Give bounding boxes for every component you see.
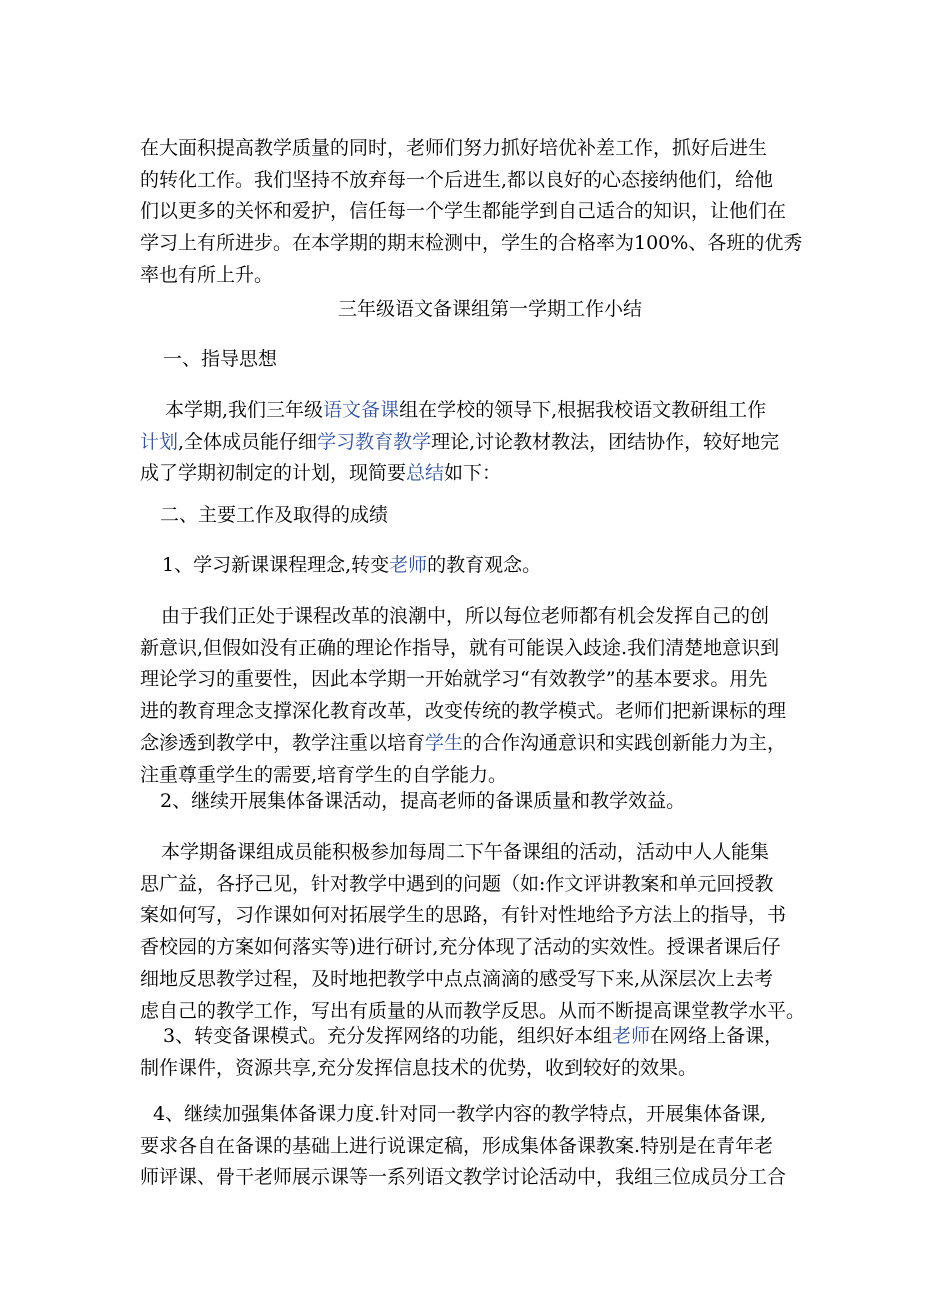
text-line: 虑自己的教学工作，写出有质量的从而教学反思。从而不断提高课堂教学水平。	[140, 999, 806, 1022]
heading-main-work	[160, 500, 860, 532]
link-summary[interactable]: 总结	[406, 462, 445, 485]
text-span: 3、转变备课模式。充分发挥网络的功能，组织好本组	[163, 1025, 613, 1047]
text-line: 2、继续开展集体备课活动，提高老师的备课质量和教学效益。	[160, 790, 686, 812]
text-line: 制作课件，资源共享,充分发挥信息技术的优势，收到较好的效果。	[140, 1056, 698, 1079]
link-plan[interactable]: 计划	[140, 430, 179, 453]
item-1-heading	[162, 550, 862, 582]
text-line: 由于我们正处于课程改革的浪潮中，所以每位老师都有机会发挥自己的创	[161, 605, 770, 627]
text-span: 的合作沟通意识和实践创新能力为主，	[463, 731, 787, 754]
text-line: 注重尊重学生的需要,培育学生的自学能力。	[140, 763, 508, 786]
text-line: 香校园的方案如何落实等)进行研讨,充分体现了活动的实效性。授课者课后仔	[140, 936, 781, 959]
text-line: 在大面积提高教学质量的同时，老师们努力抓好培优补差工作，抓好后进生	[140, 137, 768, 159]
text-span: ,全体成员能仔细	[178, 430, 318, 453]
text-span: 组在学校的领导下,根据我校语文教研组工作	[399, 399, 767, 421]
text-line: 们以更多的关怀和爱护，信任每一个学生都能学到自己适合的知识，让他们在	[140, 200, 787, 223]
text-line: 的转化工作。我们坚持不放弃每一个后进生,都以良好的心态接纳他们，给他	[140, 168, 774, 191]
text-line	[140, 395, 840, 427]
paragraph-curriculum-reform	[140, 601, 840, 791]
text-span: 在网络上备课，	[650, 1025, 784, 1047]
text-line: 思广益，各抒己见，针对教学中遇到的问题（如:作文评讲教案和单元回授教	[140, 872, 774, 895]
heading-text: 一、指导思想	[163, 348, 278, 370]
text-line	[140, 427, 840, 459]
text-line: 要求各自在备课的基础上进行说课定稿，形成集体备课教案.特别是在青年老	[140, 1134, 774, 1157]
text-line: 率也有所上升。	[140, 263, 274, 286]
item-4-paragraph	[140, 1099, 840, 1194]
text-line: 师评课、骨干老师展示课等一系列语文教学讨论活动中，我组三位成员分工合	[140, 1166, 787, 1189]
text-line: 学习上有所进步。在本学期的期末检测中，学生的合格率为100%、各班的优秀	[140, 232, 803, 255]
text-span: 的教育观念。	[427, 554, 542, 576]
heading-text: 二、主要工作及取得的成绩	[160, 504, 389, 526]
text-line: 细地反思教学过程，及时地把教学中点点滴滴的感受写下来,从深层次上去考	[140, 967, 774, 990]
heading-guiding-ideology	[163, 344, 863, 376]
link-student[interactable]: 学生	[425, 731, 464, 754]
text-span: 1、学习新课课程理念,转变	[162, 554, 390, 576]
text-line	[162, 550, 862, 582]
text-line: 4、继续加强集体备课力度.针对同一教学内容的教学特点，开展集体备课,	[153, 1103, 767, 1125]
text-line: 新意识,但假如没有正确的理论作指导，就有可能误入歧途.我们清楚地意识到	[140, 636, 780, 659]
link-teacher-2[interactable]: 老师	[612, 1025, 651, 1047]
text-line	[140, 458, 840, 490]
text-span: 如下：	[444, 462, 502, 485]
paragraph-collective-prep	[140, 837, 840, 1027]
text-line: 理论学习的重要性，因此本学期一开始就学习“有效教学”的基本要求。用先	[140, 668, 768, 691]
text-span: 本学期,我们三年级	[165, 399, 324, 421]
text-line	[140, 728, 840, 760]
text-span: 成了学期初制定的计划，现简要	[140, 462, 407, 485]
text-span: 理论,讨论教材教法，团结协作，较好地完	[431, 430, 780, 453]
link-teacher[interactable]: 老师	[389, 554, 428, 576]
text-line	[140, 1021, 840, 1053]
item-3-paragraph	[140, 1021, 840, 1084]
text-line: 案如何写，习作课如何对拓展学生的思路，有针对性地给予方法上的指导，书	[140, 904, 787, 927]
link-study-education-teaching[interactable]: 学习教育教学	[317, 430, 432, 453]
text-span: 念渗透到教学中，教学注重以培育	[140, 731, 426, 754]
paragraph-this-semester	[140, 395, 840, 490]
item-2-heading	[160, 786, 860, 818]
link-chinese-lesson-prep[interactable]: 语文备课	[323, 399, 400, 421]
document-title	[140, 294, 840, 326]
title-text: 三年级语文备课组第一学期工作小结	[337, 298, 642, 320]
paragraph-backward-students	[140, 133, 840, 292]
text-line: 本学期备课组成员能积极参加每周二下午备课组的活动，活动中人人能集	[161, 841, 770, 863]
text-line: 进的教育理念支撑深化教育改革，改变传统的教学模式。老师们把新课标的理	[140, 700, 787, 723]
